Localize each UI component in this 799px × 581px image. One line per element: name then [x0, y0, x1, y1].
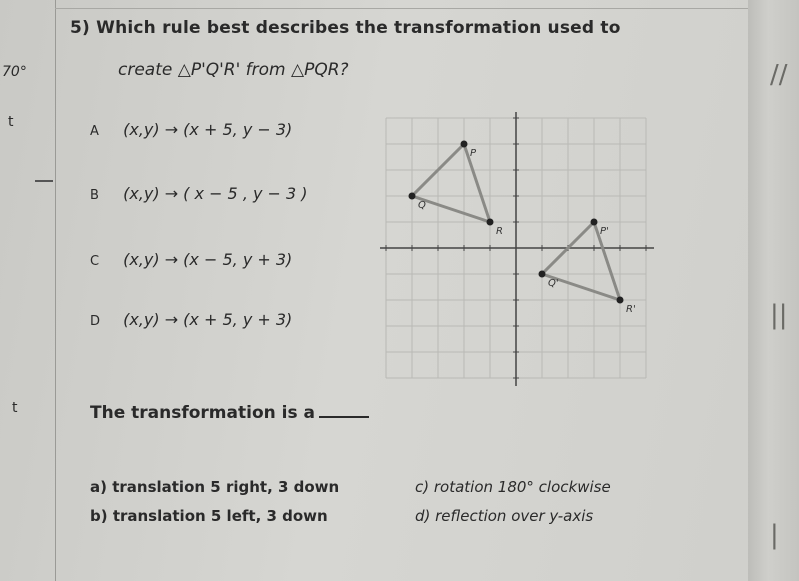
option-d[interactable]	[90, 310, 292, 329]
option-b[interactable]	[90, 184, 308, 203]
answer-choice-b[interactable]: b) translation 5 left, 3 down	[90, 507, 328, 525]
triangle-p-prime-q-prime-r-prime-vertex	[591, 219, 598, 226]
option-b-letter: B	[90, 188, 99, 203]
triangle-pqr-vertex-label: P	[470, 148, 477, 159]
margin-mark: t	[8, 114, 14, 130]
option-a-letter: A	[90, 124, 99, 139]
triangles	[409, 141, 636, 316]
fold-scribble-icon: |	[770, 520, 779, 550]
option-c-rule: (x,y) → (x − 5, y + 3)	[123, 250, 293, 269]
triangle-pqr-vertex	[487, 219, 494, 226]
page-edge-line	[55, 0, 56, 581]
coordinate-grid	[356, 88, 666, 398]
option-b-rule: (x,y) → ( x − 5 , y − 3 )	[123, 184, 308, 203]
question-title-line2: create △P'Q'R' from △PQR?	[118, 60, 349, 80]
margin-dash	[35, 180, 53, 182]
triangle-p-prime-q-prime-r-prime-vertex-label: R'	[626, 304, 636, 315]
answer-choice-d[interactable]: d) reflection over y-axis	[415, 507, 594, 525]
option-a-rule: (x,y) → (x + 5, y − 3)	[123, 120, 293, 139]
margin-mark-lower: t	[12, 400, 18, 416]
axes	[380, 112, 654, 386]
question-title: 5) Which rule best describes the transformation used to	[70, 18, 621, 38]
fold-scribble-icon: ||	[770, 300, 788, 330]
triangle-p-prime-q-prime-r-prime-vertex-label: P'	[600, 226, 609, 237]
prompt-text: The transformation is a	[90, 403, 315, 423]
triangle-p-prime-q-prime-r-prime-vertex	[539, 271, 546, 278]
fill-in-prompt	[90, 403, 369, 423]
triangle-pqr-vertex-label: Q	[418, 200, 426, 211]
triangle-pqr-vertex	[409, 193, 416, 200]
triangle-p-prime-q-prime-r-prime-vertex-label: Q'	[548, 278, 559, 289]
triangle-pqr-vertex	[461, 141, 468, 148]
answer-blank[interactable]	[319, 416, 369, 418]
answer-choice-a[interactable]: a) translation 5 right, 3 down	[90, 478, 340, 496]
triangle-p-prime-q-prime-r-prime-vertex	[617, 297, 624, 304]
option-d-letter: D	[90, 314, 101, 329]
triangle-pqr-vertex-label: R	[496, 226, 503, 237]
fold-scribble-icon: //	[770, 60, 788, 90]
answer-choice-c[interactable]: c) rotation 180° clockwise	[415, 478, 611, 496]
option-c-letter: C	[90, 254, 100, 269]
option-d-rule: (x,y) → (x + 5, y + 3)	[123, 310, 293, 329]
top-rule-line	[55, 8, 755, 9]
margin-note: 70°	[2, 64, 27, 80]
option-a[interactable]	[90, 120, 292, 139]
option-c[interactable]	[90, 250, 292, 269]
